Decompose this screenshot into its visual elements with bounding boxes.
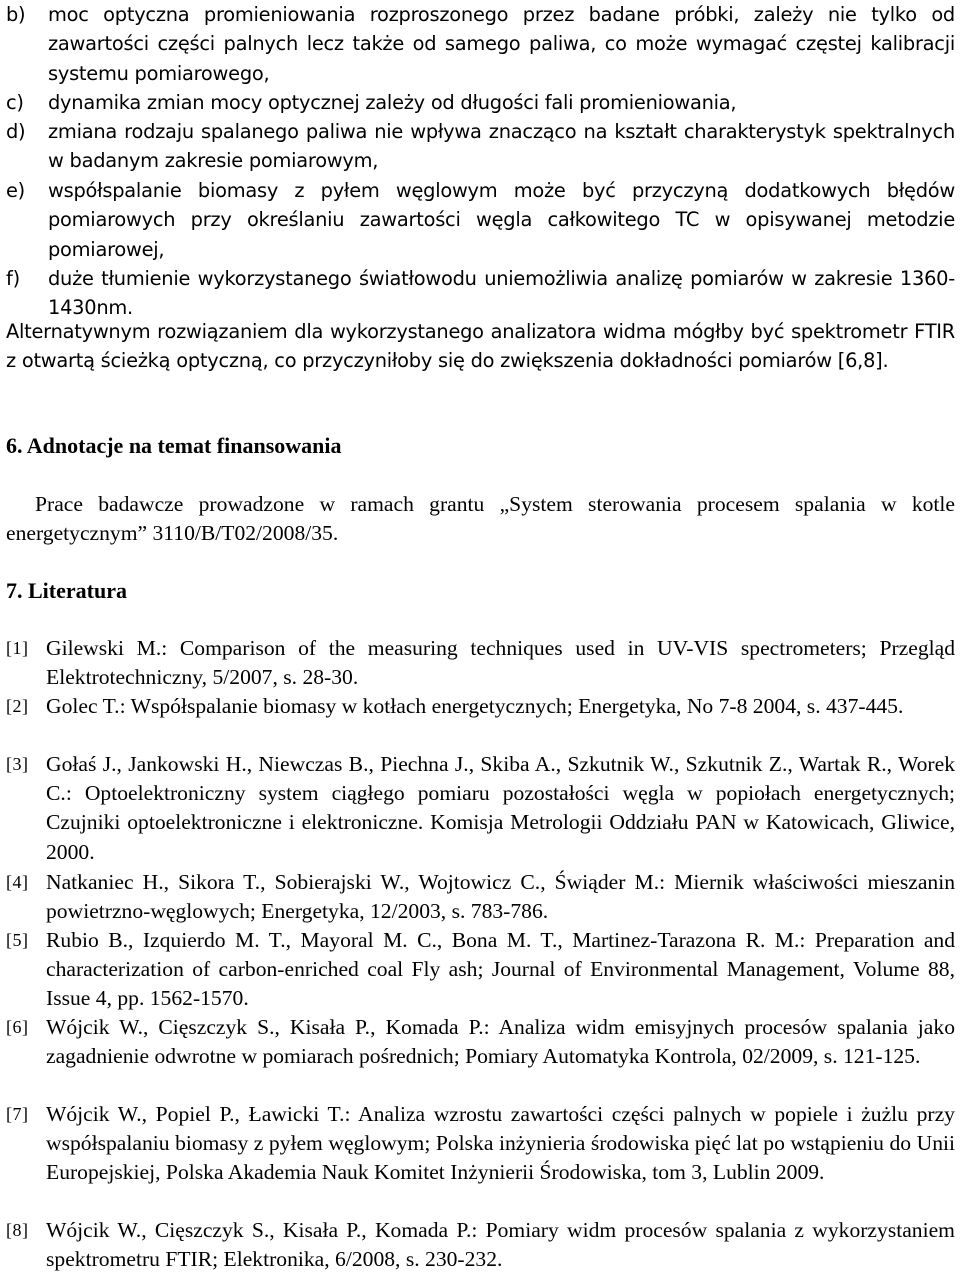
reference-number: [7]	[6, 1104, 29, 1124]
reference-body	[46, 750, 955, 867]
reference-authors: Rubio B., Izquierdo M. T., Mayoral M. C., Bona M. T., Martinez-Tarazona R. M.	[46, 928, 800, 952]
reference-text: : Współspalanie biomasy w kotłach energetycznych; Energetyka, No 7-8 2004, s. 437-445.	[119, 694, 904, 718]
reference-number: [5]	[6, 930, 29, 950]
reference-number: [4]	[6, 872, 29, 892]
section-heading-references: 7. Literatura	[6, 578, 127, 603]
funding-paragraph: Prace badawcze prowadzone w ramach grantu „System sterowania procesem spalania w kotle energetycznym” 3110/B/T02/2008/35.	[6, 492, 955, 545]
reference-number: [3]	[6, 754, 29, 774]
reference-authors: Wójcik W., Popiel P., Ławicki T.	[46, 1102, 345, 1126]
list-item-label: d)	[6, 120, 26, 143]
reference-authors: Golec T.	[46, 694, 120, 718]
reference-text: : Preparation and characterization of carbon-enriched coal Fly ash; Journal of Environmental Management, Volume 88, Issue 4, pp. 1562-1570.	[46, 928, 955, 1011]
reference-authors: Wójcik W., Cięszczyk S., Kisała P., Komada P.	[46, 1015, 484, 1039]
list-item-e	[6, 176, 955, 264]
reference-item	[6, 750, 955, 867]
reference-body	[46, 1100, 955, 1188]
reference-body	[46, 1013, 955, 1071]
reference-authors: Gołaś J., Jankowski H., Niewczas B., Piechna J., Skiba A., Szkutnik W., Szkutnik Z., Wartak R., Worek C.	[46, 752, 955, 806]
reference-item	[6, 692, 955, 721]
reference-body	[46, 868, 955, 926]
list-item-d	[6, 117, 955, 176]
reference-number: [8]	[6, 1220, 29, 1240]
list-item-b	[6, 0, 955, 88]
reference-body	[46, 926, 955, 1014]
alternative-paragraph: Alternatywnym rozwiązaniem dla wykorzystanego analizatora widma mógłby być spektrometr FTIR z otwartą ścieżką optyczną, co przyczyniłoby się do zwiększenia dokładności pomiarów [6,8].	[6, 320, 955, 373]
reference-authors: Gilewski M.	[46, 636, 162, 660]
list-item-label: b)	[6, 3, 26, 26]
reference-text: : Optoelektroniczny system ciągłego pomiaru pozostałości węgla w popiołach energetycznych; Czujniki optoelektroniczne i elektroniczne. Komisja Metrologii Oddziału PAN w Katowicach, Gliwice, 2000.	[46, 781, 955, 864]
list-item-text: współspalanie biomasy z pyłem węglowym może być przyczyną dodatkowych błędów pomiarowych przy określaniu zawartości węgla całkowitego TC w opisywanej metodzie pomiarowej,	[48, 179, 955, 261]
list-item-f	[6, 264, 955, 323]
reference-text: : Analiza widm emisyjnych procesów spalania jako zagadnienie odwrotne w pomiarach pośrednich; Pomiary Automatyka Kontrola, 02/2009, s. 121-125.	[46, 1015, 955, 1069]
list-item-label: e)	[6, 179, 25, 202]
reference-item	[6, 1216, 955, 1274]
reference-number: [1]	[6, 638, 29, 658]
reference-item	[6, 868, 955, 926]
reference-text: : Analiza wzrostu zawartości części palnych w popiele i żużlu przy współspalaniu biomasy z pyłem węglowym; Polska inżynieria środowiska pięć lat po wstąpieniu do Unii Europejskiej, Polska Akademia Nauk Komitet Inżynierii Środowiska, tom 3, Lublin 2009.	[46, 1102, 955, 1185]
reference-body	[46, 634, 955, 692]
reference-item	[6, 634, 955, 692]
section-heading-funding: 6. Adnotacje na temat finansowania	[6, 433, 342, 458]
reference-item	[6, 926, 955, 1014]
reference-text: : Pomiary widm procesów spalania z wykorzystaniem spektrometru FTIR; Elektronika, 6/2008, s. 230-232.	[46, 1218, 955, 1272]
reference-text: : Comparison of the measuring techniques used in UV-VIS spectrometers; Przegląd Elektrotechniczny, 5/2007, s. 28-30.	[46, 636, 956, 690]
list-item-text: moc optyczna promieniowania rozproszonego przez badane próbki, zależy nie tylko od zawartości części palnych lecz także od samego paliwa, co może wymagać częstej kalibracji systemu pomiarowego,	[48, 3, 955, 85]
reference-item	[6, 1013, 955, 1071]
list-item-text: dynamika zmian mocy optycznej zależy od długości fali promieniowania,	[48, 91, 737, 114]
reference-text: : Miernik właściwości mieszanin powietrzno-węglowych; Energetyka, 12/2003, s. 783-786.	[46, 870, 955, 924]
reference-authors: Natkaniec H., Sikora T., Sobierajski W., Wojtowicz C., Świąder M.	[46, 870, 660, 894]
list-item-text: zmiana rodzaju spalanego paliwa nie wpływa znacząco na kształt charakterystyk spektralnych w badanym zakresie pomiarowym,	[48, 120, 955, 173]
reference-number: [2]	[6, 696, 29, 716]
reference-authors: Wójcik W., Cięszczyk S., Kisała P., Komada P.	[46, 1218, 472, 1242]
reference-number: [6]	[6, 1017, 29, 1037]
reference-item	[6, 1100, 955, 1188]
reference-body	[46, 692, 955, 721]
list-item-label: f)	[6, 267, 20, 290]
list-item-text: duże tłumienie wykorzystanego światłowodu uniemożliwia analizę pomiarów w zakresie 1360-1430nm.	[48, 267, 955, 320]
list-item-label: c)	[6, 91, 24, 114]
list-item-c	[6, 88, 955, 117]
reference-body	[46, 1216, 955, 1274]
